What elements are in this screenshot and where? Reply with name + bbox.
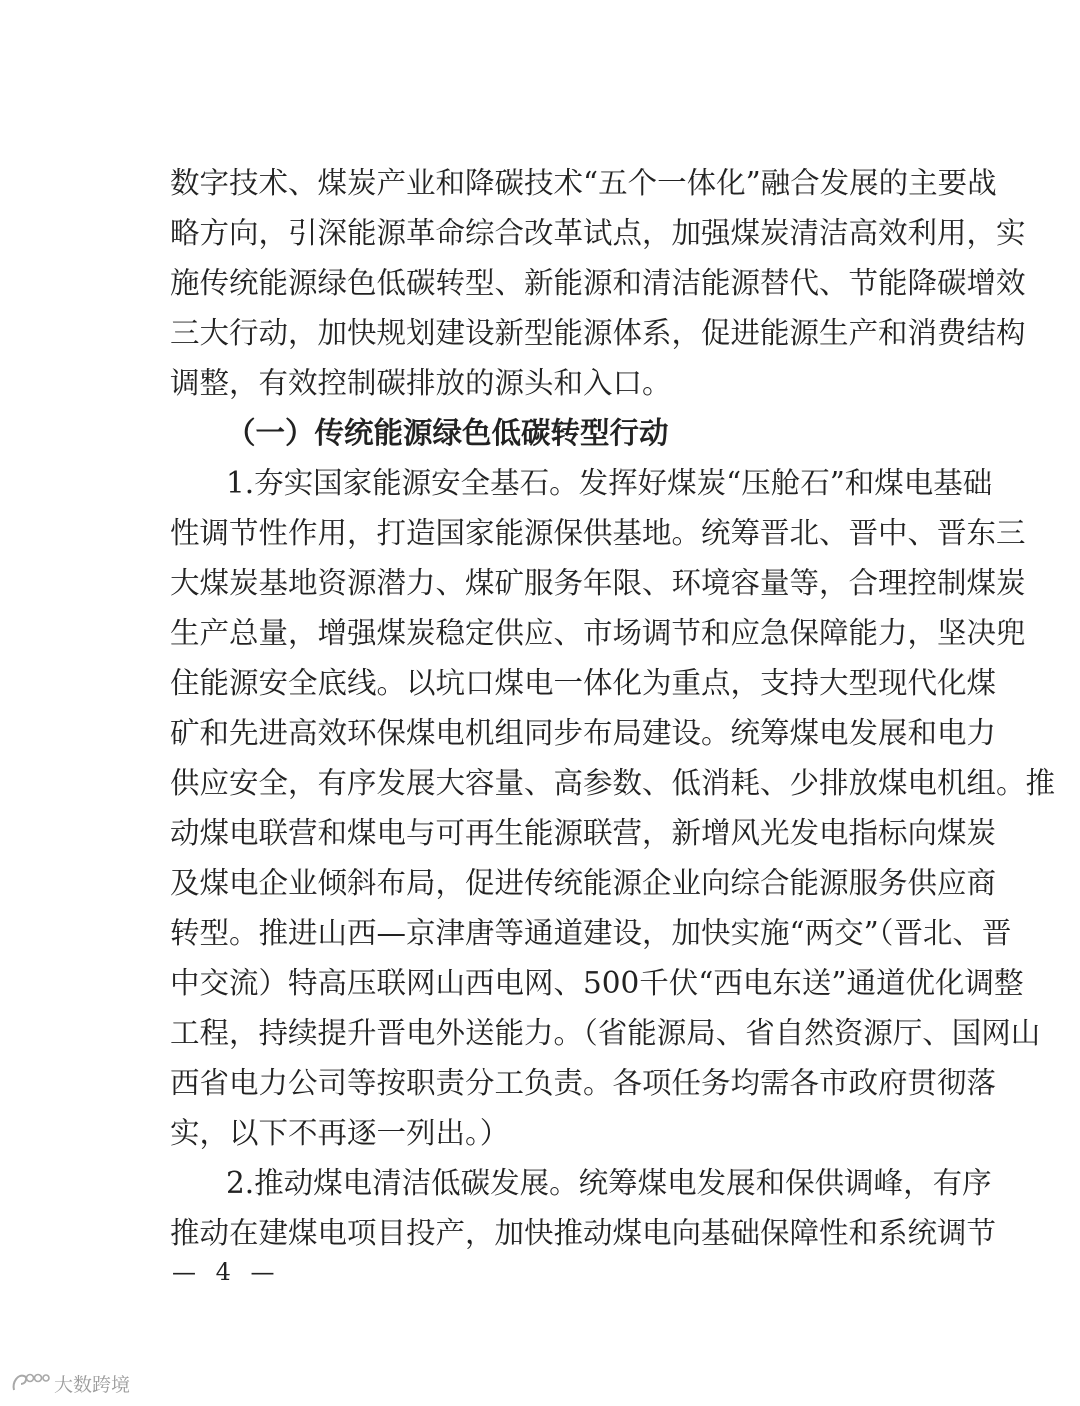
body-line: 略方向，引深能源革命综合改革试点，加强煤炭清洁高效利用，实	[170, 216, 1026, 250]
body-line: 生产总量，增强煤炭稳定供应、市场调节和应急保障能力，坚决兜	[170, 616, 1026, 650]
body-line: 三大行动，加快规划建设新型能源体系，促进能源生产和消费结构	[170, 316, 1026, 350]
body-line: 工程，持续提升晋电外送能力。（省能源局、省自然资源厅、国网山	[170, 1016, 1041, 1050]
watermark	[10, 1368, 130, 1398]
body-line: 推动在建煤电项目投产，加快推动煤电向基础保障性和系统调节	[170, 1216, 997, 1250]
body-line: 动煤电联营和煤电与可再生能源联营，新增风光发电指标向煤炭	[170, 816, 997, 850]
body-line: 供应安全，有序发展大容量、高参数、低消耗、少排放煤电机组。推	[170, 766, 1056, 800]
body-line: 中交流）特高压联网山西电网、500千伏“西电东送”通道优化调整	[170, 966, 1024, 1000]
body-line: 实，以下不再逐一列出。）	[170, 1116, 510, 1150]
section-heading: （一）传统能源绿色低碳转型行动	[226, 416, 669, 450]
body-line: 施传统能源绿色低碳转型、新能源和清洁能源替代、节能降碳增效	[170, 266, 1026, 300]
body-line: 大煤炭基地资源潜力、煤矿服务年限、环境容量等，合理控制煤炭	[170, 566, 1026, 600]
body-line: 矿和先进高效环保煤电机组同步布局建设。统筹煤电发展和电力	[170, 716, 997, 750]
body-line: 2.推动煤电清洁低碳发展。统筹煤电发展和保供调峰，有序	[226, 1166, 992, 1200]
page-number: — 4 —	[172, 1258, 281, 1286]
watermark-logo-icon	[10, 1370, 50, 1396]
body-line: 住能源安全底线。以坑口煤电一体化为重点，支持大型现代化煤	[170, 666, 997, 700]
body-line: 数字技术、煤炭产业和降碳技术“五个一体化”融合发展的主要战	[170, 166, 997, 200]
body-line: 西省电力公司等按职责分工负责。各项任务均需各市政府贯彻落	[170, 1066, 997, 1100]
watermark-text: 大数跨境	[54, 1373, 131, 1396]
body-line: 及煤电企业倾斜布局，促进传统能源企业向综合能源服务供应商	[170, 866, 997, 900]
body-line: 调整，有效控制碳排放的源头和入口。	[170, 366, 672, 400]
body-line: 转型。推进山西—京津唐等通道建设，加快实施“两交”（晋北、晋	[170, 916, 1012, 950]
body-line: 1.夯实国家能源安全基石。发挥好煤炭“压舱石”和煤电基础	[226, 466, 993, 500]
body-line: 性调节性作用，打造国家能源保供基地。统筹晋北、晋中、晋东三	[170, 516, 1026, 550]
